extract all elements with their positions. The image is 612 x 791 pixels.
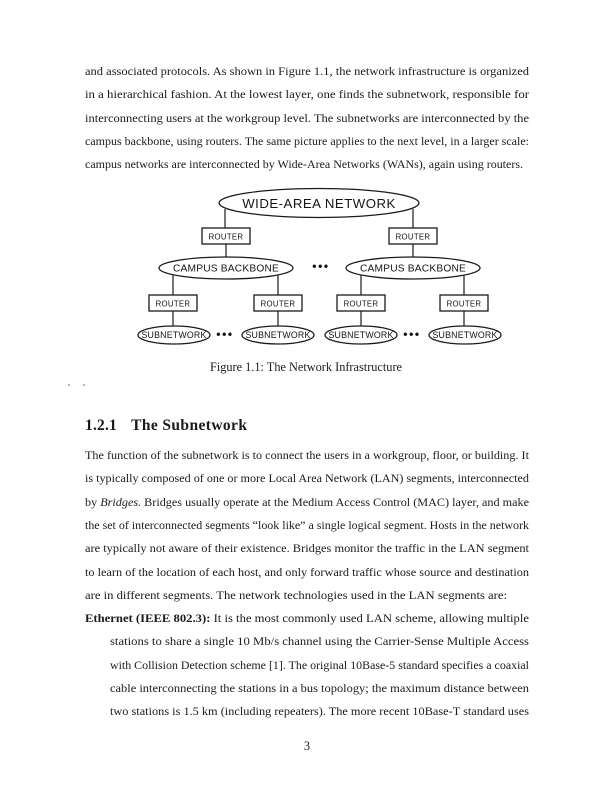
- network-infrastructure-diagram: [0, 180, 612, 352]
- router-label: ROUTER: [260, 299, 296, 309]
- text-segment: Bridges usually operate at the Medium Access Control (MAC) layer, and make: [141, 494, 529, 509]
- paragraph-intro: [85, 60, 529, 177]
- text-line: and associated protocols. As shown in Figure 1.1, the network infrastructure is organized: [85, 64, 529, 78]
- section-heading: [85, 417, 247, 435]
- text-line: two stations is 1.5 km (including repeaters). The more recent 10Base-T standard uses: [110, 704, 529, 719]
- router-label: ROUTER: [208, 232, 244, 242]
- ethernet-list-item: [85, 607, 529, 724]
- text-line: to learn of the location of each host, and only forward traffic whose source and destination: [85, 564, 529, 579]
- text-line: with Collision Detection scheme [1]. The original 10Base-5 standard specifies a coaxial: [110, 657, 529, 672]
- subnetwork-label: SUBNETWORK: [432, 330, 498, 340]
- campus-backbone-label: CAMPUS BACKBONE: [172, 263, 280, 275]
- router-label: ROUTER: [155, 299, 191, 309]
- scan-speck: [68, 384, 70, 386]
- page-number: 3: [303, 739, 311, 753]
- router-label: ROUTER: [446, 299, 482, 309]
- subnetwork-label: SUBNETWORK: [245, 330, 311, 340]
- ellipsis-dots: •••: [216, 327, 234, 341]
- subnetwork-label: SUBNETWORK: [141, 330, 207, 340]
- text-line: campus networks are interconnected by Wide-Area Networks (WANs), again using routers.: [85, 157, 523, 172]
- text-line: in a hierarchical fashion. At the lowest layer, one finds the subnetwork, responsible for: [85, 87, 529, 102]
- text-segment-italic: Bridges.: [100, 494, 142, 509]
- ellipsis-dots: •••: [403, 327, 421, 341]
- text-line: are typically not aware of their existence. Bridges monitor the traffic in the LAN segment: [85, 541, 529, 556]
- text-line: stations to share a single 10 Mb/s channel using the Carrier-Sense Multiple Access: [110, 634, 529, 649]
- text-segment: It is the most commonly used LAN scheme, allowing multiple: [210, 611, 530, 625]
- section-title: The Subnetwork: [131, 417, 248, 434]
- scan-speck: [83, 384, 85, 386]
- text-line: is typically composed of one or more Local Area Network (LAN) segments, interconnected: [85, 471, 529, 486]
- router-label: ROUTER: [395, 232, 431, 242]
- router-label: ROUTER: [343, 299, 379, 309]
- paragraph-subnetwork: [85, 444, 529, 607]
- figure-caption: Figure 1.1: The Network Infrastructure: [209, 360, 403, 374]
- text-line: campus backbone, using routers. The same picture applies to the next level, in a larger scale:: [85, 134, 529, 149]
- text-line: are in different segments. The network technologies used in the LAN segments are:: [85, 588, 508, 603]
- text-line: The function of the subnetwork is to connect the users in a workgroup, floor, or building. It: [85, 448, 529, 462]
- ethernet-term: Ethernet (IEEE 802.3):: [85, 611, 211, 625]
- text-line: cable interconnecting the stations in a bus topology; the maximum distance between: [110, 681, 529, 696]
- wan-label: WIDE-AREA NETWORK: [242, 196, 396, 211]
- ellipsis-dots: •••: [312, 259, 330, 273]
- text-line: [85, 491, 529, 514]
- text-line: [85, 607, 529, 630]
- campus-backbone-label: CAMPUS BACKBONE: [359, 263, 467, 275]
- section-number: 1.2.1: [85, 417, 117, 434]
- text-segment: by: [85, 494, 101, 509]
- text-line: the set of interconnected segments “look like” a single logical segment. Hosts in the network: [85, 518, 529, 533]
- subnetwork-label: SUBNETWORK: [328, 330, 394, 340]
- text-line: interconnecting users at the workgroup level. The subnetworks are interconnected by the: [85, 110, 529, 125]
